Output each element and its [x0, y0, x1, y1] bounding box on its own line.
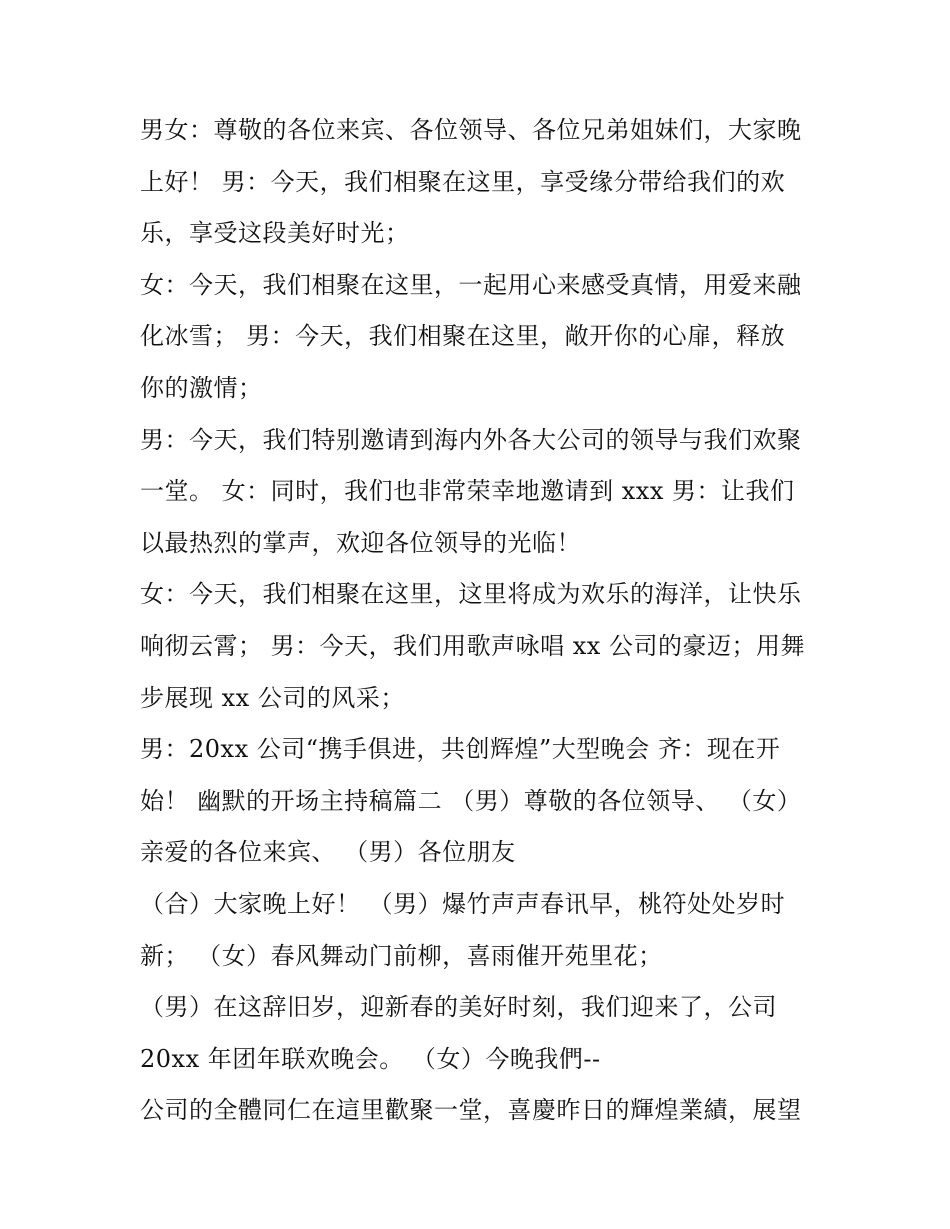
- text-line: 男：20xx 公司“携手俱进，共创辉煌”大型晚会 齐：现在开: [140, 735, 781, 764]
- document-body: [140, 105, 830, 1137]
- text-line: 以最热烈的掌声，欢迎各位领导的光临！: [140, 528, 581, 557]
- text-line: 男：今天，我们特别邀请到海内外各大公司的领导与我们欢聚: [140, 425, 802, 454]
- text-line: 新； （女）春风舞动门前柳，喜雨催开苑里花；: [140, 941, 663, 970]
- text-line: 公司的全體同仁在這里歡聚一堂，喜慶昨日的輝煌業績，展望: [140, 1096, 802, 1125]
- text-line: 20xx 年团年联欢晚会。 （女）今晚我們--: [140, 1044, 601, 1073]
- text-line: （合）大家晚上好！ （男）爆竹声声春讯早，桃符处处岁时: [140, 889, 786, 918]
- text-line: 一堂。 女：同时，我们也非常荣幸地邀请到 xxx 男：让我们: [140, 477, 795, 506]
- text-line: （男）在这辞旧岁，迎新春的美好时刻，我们迎来了，公司: [140, 993, 777, 1022]
- text-line: 男女：尊敬的各位来宾、各位领导、各位兄弟姐妹们，大家晚: [140, 116, 802, 144]
- text-line: 响彻云霄； 男：今天，我们用歌声咏唱 xx 公司的豪迈；用舞: [140, 631, 805, 660]
- text-line: 始！ 幽默的开场主持稿篇二 （男）尊敬的各位领导、 （女）: [140, 786, 802, 815]
- text-line: 化冰雪； 男：今天，我们相聚在这里，敞开你的心扉，释放: [140, 322, 786, 351]
- text-line: 女：今天，我们相聚在这里，一起用心来感受真情，用爱来融: [140, 270, 802, 299]
- text-line: 亲爱的各位来宾、 （男）各位朋友: [140, 838, 516, 867]
- text-line: 步展现 xx 公司的风采；: [140, 683, 405, 712]
- text-line: 乐，享受这段美好时光；: [140, 219, 410, 248]
- text-line: 上好！ 男：今天，我们相聚在这里，享受缘分带给我们的欢: [140, 167, 786, 196]
- text-line: 女：今天，我们相聚在这里，这里将成为欢乐的海洋，让快乐: [140, 580, 802, 609]
- text-line: 你的激情；: [140, 373, 263, 402]
